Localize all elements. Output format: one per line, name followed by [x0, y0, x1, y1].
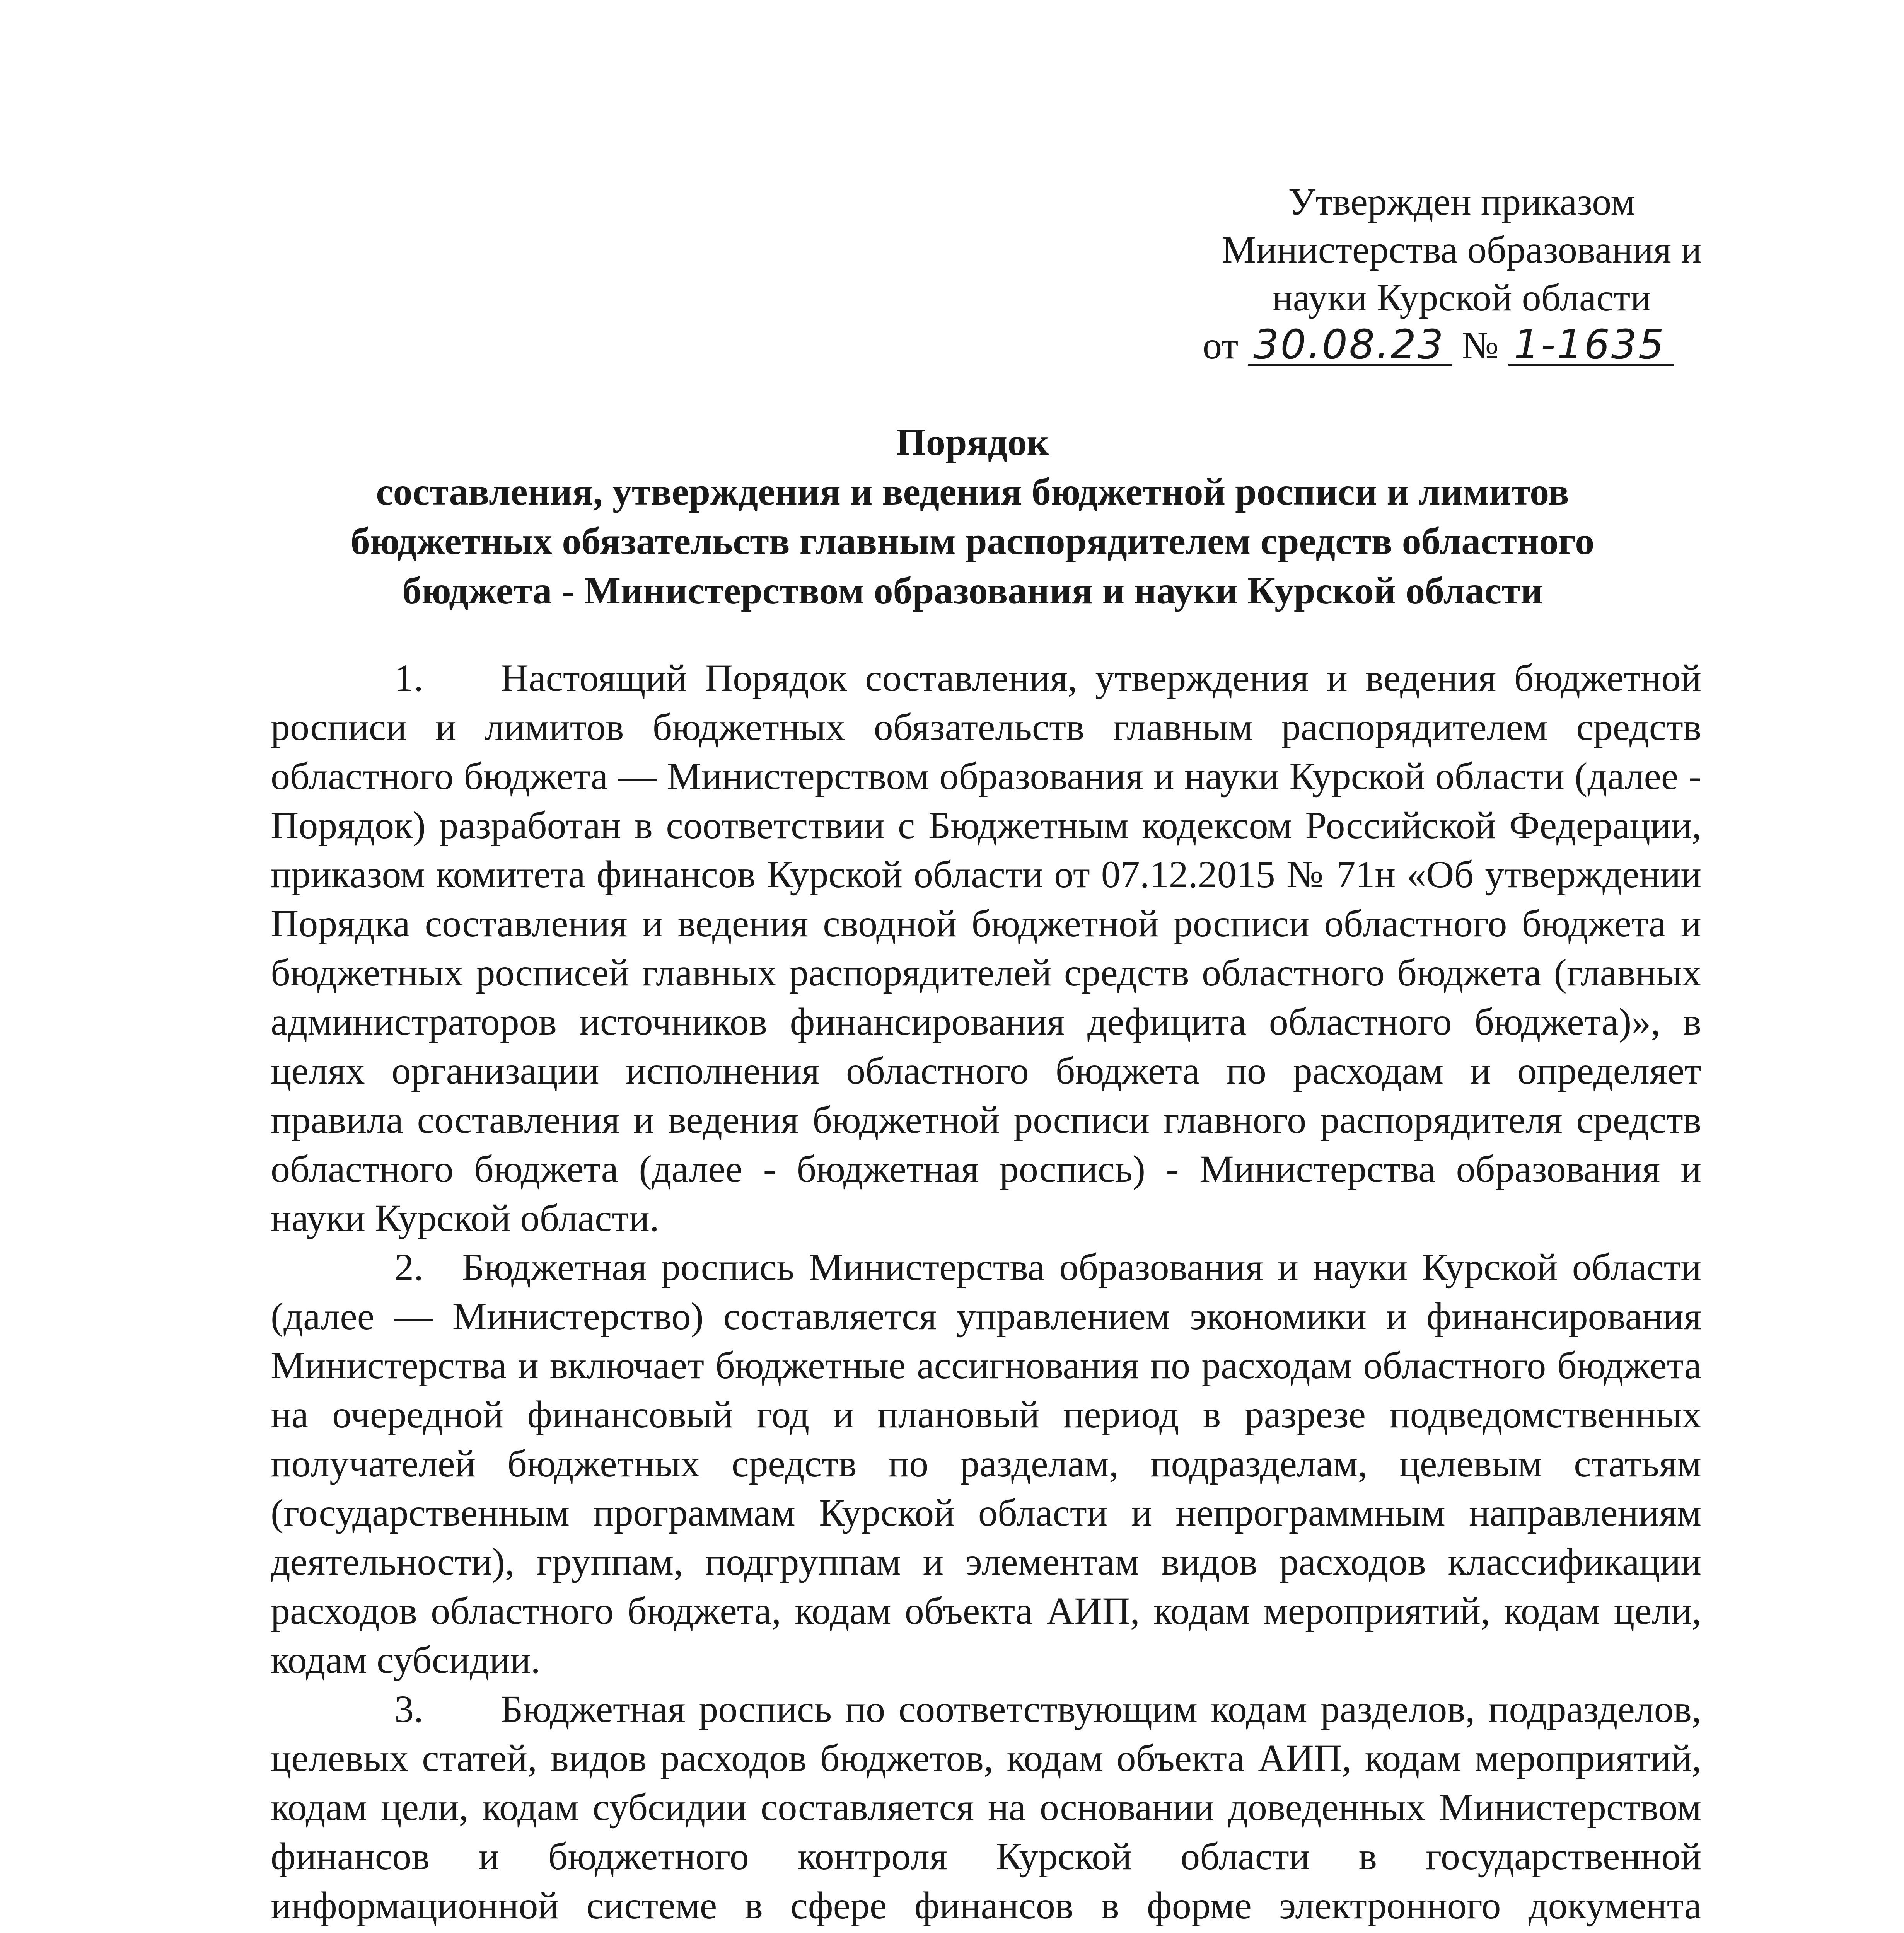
- approval-date-line: [1195, 322, 1728, 370]
- approval-line-1: Утвержден приказом: [1288, 180, 1635, 223]
- title-line-1: составления, утверждения и ведения бюджетной росписи и лимитов: [376, 470, 1569, 513]
- paragraph-2: 2. Бюджетная роспись Министерства образования и науки Курской области (далее — Министерство) составляется управлением экономики и финансирования Министерства и включает бюджетные ассигнования по расходам областного бюджета на очередной финансовый год и плановый период в разрезе подведомственных получателей бюджетных средств по разделам, подразделам, целевым статьям (государственным программам Курской области и непрограммным направлениям деятельности), группам, подгруппам и элементам видов расходов классификации расходов областного бюджета, кодам объекта АИП, кодам мероприятий, кодам цели, кодам субсидии.: [271, 1246, 1701, 1681]
- handwritten-order-number: 1-1635: [1508, 325, 1674, 366]
- paragraph-1: 1. Настоящий Порядок составления, утверждения и ведения бюджетной росписи и лимитов бюджетных обязательств главным распорядителем средств областного бюджета — Министерством образования и науки Курской области (далее - Порядок) разработан в соответствии с Бюджетным кодексом Российской Федерации, приказом комитета финансов Курской области от 07.12.2015 № 71н «Об утверждении Порядка составления и ведения сводной бюджетной росписи областного бюджета и бюджетных росписей главных распорядителей средств областного бюджета (главных администраторов источников финансирования дефицита областного бюджета)», в целях организации исполнения областного бюджета по расходам и определяет правила составления и ведения бюджетной росписи главного распорядителя средств областного бюджета (далее - бюджетная роспись) - Министерства образования и науки Курской области.: [271, 656, 1701, 1239]
- handwritten-date: 30.08.23: [1248, 325, 1452, 366]
- title-line-3: бюджета - Министерством образования и науки Курской области: [402, 569, 1543, 612]
- date-prefix: от: [1203, 324, 1239, 367]
- approval-line-3: науки Курской области: [1272, 276, 1651, 319]
- title-line-2: бюджетных обязательств главным распорядителем средств областного: [350, 520, 1595, 563]
- paragraph-3: 3. Бюджетная роспись по соответствующим кодам разделов, подразделов, целевых статей, видов расходов бюджетов, кодам объекта АИП, кодам мероприятий, кодам цели, кодам субсидии составляется на основании доведенных Министерством финансов и бюджетного контроля Курской области в государственной информационной системе в сфере финансов в форме электронного документа: [271, 1688, 1701, 1927]
- title-heading: Порядок: [896, 421, 1049, 464]
- number-prefix: №: [1462, 324, 1499, 367]
- document-title: [286, 418, 1659, 615]
- approval-stamp: [1195, 178, 1728, 370]
- approval-line-2: Министерства образования и: [1222, 228, 1702, 271]
- document-body: [271, 653, 1701, 1933]
